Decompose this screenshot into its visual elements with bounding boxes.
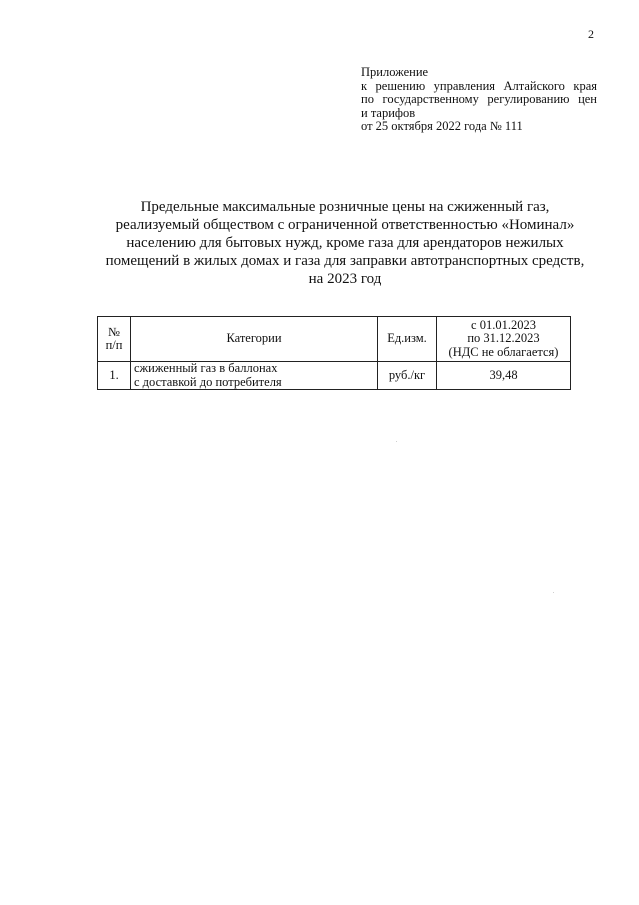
row-price: 39,48 [437,362,571,390]
title-line-3: населению для бытовых нужд, кроме газа для арендаторов нежилых [126,235,564,251]
row-category-line-1: сжиженный газ в баллонах [134,361,278,375]
appendix-header [361,66,597,134]
page-number: 2 [588,27,594,41]
title-line-5: на 2023 год [308,271,382,287]
header-number [98,317,131,362]
table-row [98,362,571,390]
row-category [131,362,378,390]
row-number: 1. [98,362,131,390]
appendix-line-2: к решению управления Алтайского края [361,78,597,93]
document-title [80,198,610,288]
header-number-line-2: п/п [105,338,123,352]
title-line-2: реализуемый обществом с ограниченной ответственностью «Номинал» [115,217,575,233]
row-category-line-2: с доставкой до потребителя [134,374,282,389]
table-header-row [98,317,571,362]
header-category: Категории [131,317,378,362]
appendix-line-5: от 25 октября 2022 года № 111 [361,119,523,133]
appendix-line-3: по государственному регулированию цен [361,92,597,106]
appendix-line-4: и тарифов [361,105,416,120]
scan-speck [396,441,397,442]
header-price-line-3: (НДС не облагается) [448,344,559,359]
title-line-1: Предельные максимальные розничные цены на сжиженный газ, [140,199,550,215]
row-unit: руб./кг [378,362,437,390]
header-price-period [437,317,571,362]
appendix-line-1: Приложение [361,65,429,79]
scan-speck [553,592,554,593]
price-table [97,316,571,390]
header-number-line-1: № [108,324,120,339]
header-unit: Ед.изм. [378,317,437,362]
title-line-4: помещений в жилых домах и газа для заправки автотранспортных средств, [105,253,585,269]
header-price-line-2: по 31.12.2023 [467,331,540,346]
header-price-line-1: с 01.01.2023 [471,317,536,332]
